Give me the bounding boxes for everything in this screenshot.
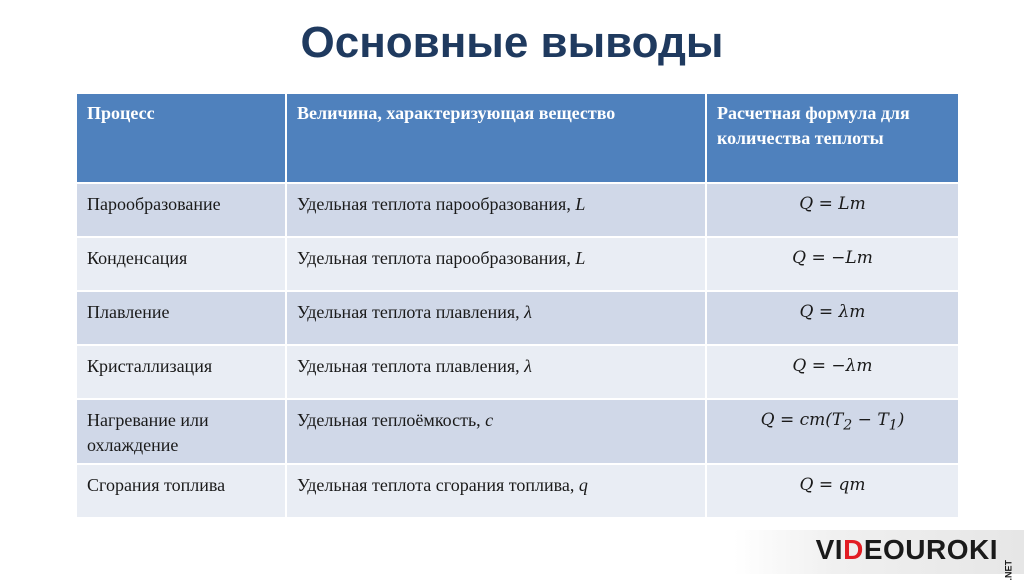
header-quantity: Величина, характеризующая вещество	[286, 93, 706, 183]
summary-table	[75, 92, 960, 519]
formula-cell: Q = λm	[706, 291, 959, 345]
formula-cell: Q = −λm	[706, 345, 959, 399]
table-row	[76, 237, 959, 291]
quantity-symbol: λ	[524, 356, 532, 376]
table-row	[76, 345, 959, 399]
process-cell: Кристаллизация	[76, 345, 286, 399]
formula-end: )	[897, 410, 905, 430]
table-row	[76, 399, 959, 464]
process-cell: Нагревание или охлаждение	[76, 399, 286, 464]
page-title: Основные выводы	[300, 18, 724, 67]
formula-main: Q = cm(T	[760, 410, 844, 430]
quantity-cell	[286, 399, 706, 464]
process-cell: Сгорания топлива	[76, 464, 286, 518]
brand-prefix: VI	[815, 534, 844, 565]
formula-cell: Q = qm	[706, 464, 959, 518]
formula-subscript-1: 1	[888, 417, 898, 434]
formula-cell: Q = −Lm	[706, 237, 959, 291]
quantity-symbol: L	[575, 248, 586, 268]
process-cell: Парообразование	[76, 183, 286, 237]
quantity-cell	[286, 291, 706, 345]
quantity-cell	[286, 345, 706, 399]
brand-suffix: EOUROKI	[863, 534, 998, 565]
quantity-cell	[286, 237, 706, 291]
header-process: Процесс	[76, 93, 286, 183]
quantity-text: Удельная теплота парообразования,	[297, 248, 576, 268]
quantity-text: Удельная теплота парообразования,	[297, 194, 576, 214]
process-cell: Плавление	[76, 291, 286, 345]
brand-logo	[816, 534, 998, 566]
quantity-symbol: q	[578, 475, 588, 495]
brand-watermark	[734, 530, 1024, 581]
process-cell: Конденсация	[76, 237, 286, 291]
table-row	[76, 183, 959, 237]
quantity-symbol: L	[575, 194, 586, 214]
formula-cell	[706, 399, 959, 464]
formula-subscript-2: 2	[843, 417, 853, 434]
brand-accent: D	[843, 534, 864, 565]
table-row	[76, 464, 959, 518]
brand-net-label: .NET	[1004, 560, 1014, 581]
formula-middle: − T	[852, 410, 889, 430]
quantity-cell	[286, 183, 706, 237]
table-header-row	[76, 93, 959, 183]
table-row	[76, 291, 959, 345]
quantity-text: Удельная теплота сгорания топлива,	[297, 475, 579, 495]
quantity-symbol: λ	[524, 302, 532, 322]
header-formula: Расчетная формула для количества теплоты	[706, 93, 959, 183]
quantity-text: Удельная теплоёмкость,	[297, 410, 486, 430]
quantity-text: Удельная теплота плавления,	[297, 302, 525, 322]
formula-cell: Q = Lm	[706, 183, 959, 237]
quantity-cell	[286, 464, 706, 518]
quantity-text: Удельная теплота плавления,	[297, 356, 525, 376]
quantity-symbol: c	[485, 410, 494, 430]
